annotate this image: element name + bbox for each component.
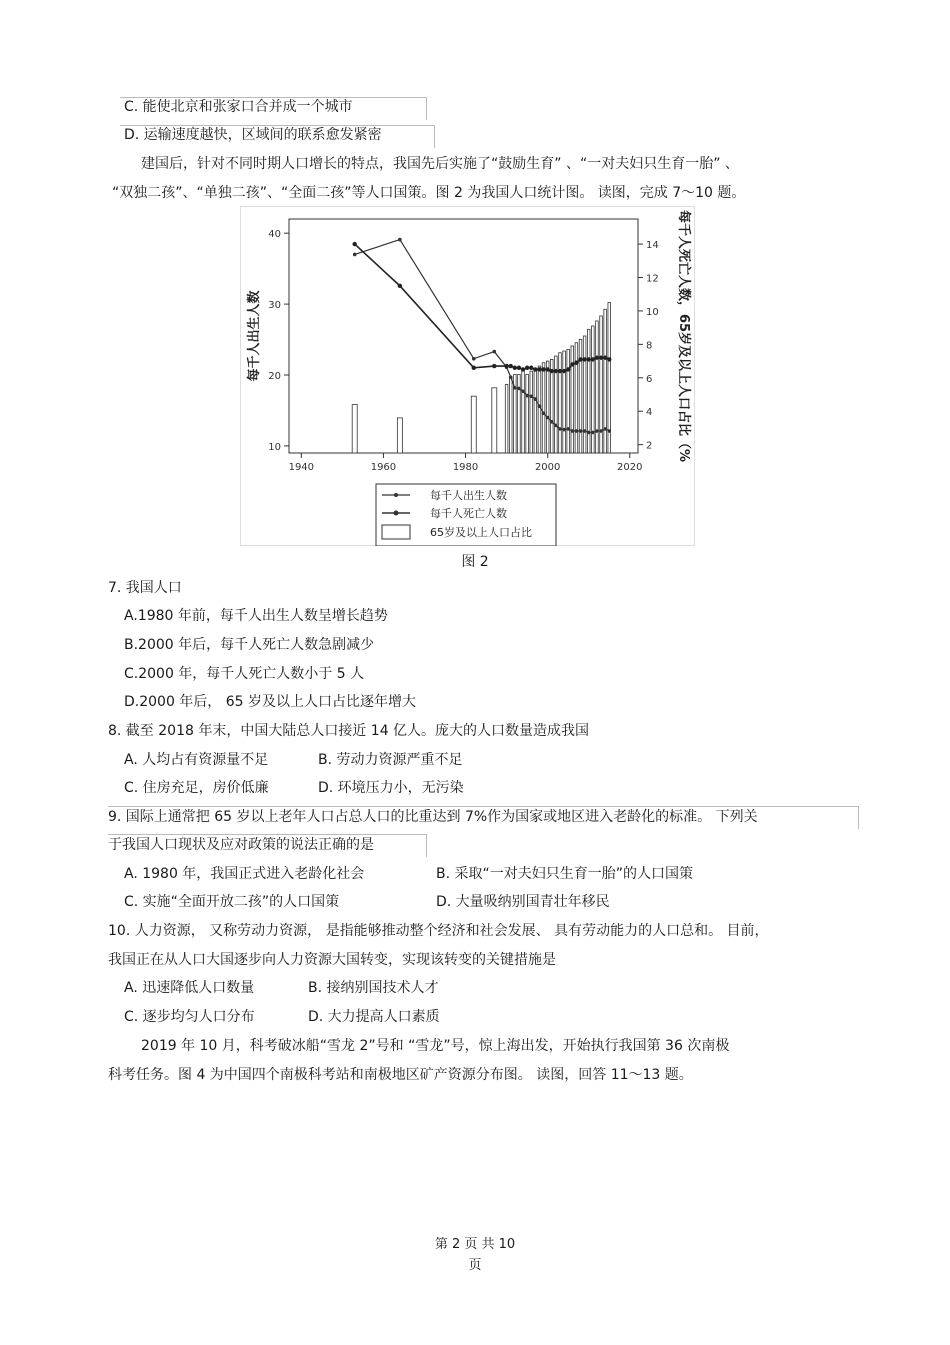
birth-rate-point: [583, 429, 587, 433]
y2-tick-label: 6: [646, 373, 653, 385]
aged-share-bar: [518, 374, 521, 453]
y2-axis-label: 每千人死亡人数，65岁及以上人口占比（%: [676, 209, 691, 463]
birth-rate-point: [558, 427, 562, 431]
death-rate-point: [599, 356, 603, 360]
birth-rate-point: [603, 427, 607, 431]
q9-option-a: A. 1980 年，我国正式进入老龄化社会: [124, 866, 365, 882]
birth-rate-point: [542, 411, 546, 415]
option-c-prev: C. 能使北京和张家口合并成一个城市: [124, 99, 353, 115]
aged-share-bar: [538, 366, 541, 453]
birth-rate-point: [579, 429, 583, 433]
q10-stem-line2: 我国正在从人口大国逐步向人力资源大国转变，实现该转变的关键措施是: [108, 952, 556, 968]
chart-svg: [240, 206, 695, 546]
legend-aged-label: 65岁及以上人口占比: [430, 526, 532, 539]
death-rate-point: [537, 367, 541, 371]
q9-option-c: C. 实施“全面开放二孩”的人口国策: [124, 894, 340, 910]
q10-option-a: A. 迅速降低人口数量: [124, 980, 255, 996]
q7-option-c: C.2000 年，每千人死亡人数小于 5 人: [124, 666, 365, 682]
legend-birth-marker: [394, 493, 398, 497]
x-tick-label: 2020: [617, 462, 643, 473]
death-rate-point: [554, 369, 558, 373]
birth-rate-point: [529, 394, 533, 398]
aged-share-bar: [559, 353, 562, 453]
death-rate-point: [582, 357, 586, 361]
q9-stem-line1: 9. 国际上通常把 65 岁以上老年人口占总人口的比重达到 7%作为国家或地区进入老龄化的标准。 下列关: [108, 809, 758, 825]
q8-option-c: C. 住房充足，房价低廉: [124, 780, 269, 796]
death-rate-point: [525, 366, 529, 370]
q10-option-d: D. 大力提高人口素质: [308, 1009, 440, 1025]
aged-share-bar: [550, 359, 553, 453]
death-rate-point: [595, 356, 599, 360]
next-intro-line1: 2019 年 10 月，科考破冰船“雪龙 2”号和 “雪龙”号，惊上海出发，开始执行我国第 36 次南极: [141, 1038, 730, 1054]
birth-rate-point: [575, 429, 579, 433]
y2-tick-label: 12: [646, 273, 659, 285]
y-tick-label: 30: [268, 300, 281, 312]
death-rate-point: [352, 242, 356, 246]
q8-option-a: A. 人均占有资源量不足: [124, 752, 269, 768]
aged-share-bar: [575, 343, 578, 453]
aged-share-bar: [596, 321, 599, 453]
y2-tick-label: 2: [646, 440, 653, 452]
death-rate-point: [562, 369, 566, 373]
legend-birth-label: 每千人出生人数: [430, 489, 507, 502]
death-rate-point: [570, 362, 574, 366]
aged-share-bar: [509, 378, 512, 453]
death-rate-point: [533, 367, 537, 371]
aged-share-bar: [471, 396, 476, 453]
death-rate-point: [472, 366, 476, 370]
figure-caption: 图 2: [461, 554, 489, 570]
y2-tick-label: 10: [646, 306, 659, 318]
death-rate-point: [517, 366, 521, 370]
death-rate-point: [607, 357, 611, 361]
q7-option-d: D.2000 年后， 65 岁及以上人口占比逐年增大: [124, 694, 417, 710]
birth-rate-point: [591, 431, 595, 435]
q8-option-b: B. 劳动力资源严重不足: [318, 752, 463, 768]
q8-option-d: D. 环境压力小，无污染: [318, 780, 464, 796]
death-rate-point: [558, 369, 562, 373]
aged-share-bar: [583, 336, 586, 453]
death-rate-point: [566, 367, 570, 371]
birth-rate-point: [517, 387, 521, 391]
aged-share-bar: [530, 371, 533, 453]
birth-rate-point: [353, 253, 357, 257]
page-footer-line1: 第 2 页 共 10: [434, 1237, 516, 1252]
x-tick-label: 2000: [534, 462, 561, 473]
death-rate-point: [509, 364, 513, 368]
legend-aged-swatch: [382, 525, 410, 539]
aged-share-bar: [505, 384, 508, 453]
q10-stem-line1: 10. 人力资源， 又称劳动力资源， 是指能够推动整个经济和社会发展、 具有劳动能力的人口总和。 目前，: [108, 923, 769, 939]
aged-share-bar: [526, 374, 529, 453]
next-intro-line2: 科考任务。图 4 为中国四个南极科考站和南极地区矿产资源分布图。 读图，回答 11～13 题。: [108, 1067, 693, 1083]
death-rate-point: [574, 361, 578, 365]
aged-share-bar: [522, 371, 525, 453]
y2-tick-label: 8: [646, 340, 653, 352]
aged-share-bar: [571, 346, 574, 453]
intro-paragraph-line2: “双独二孩”、“单独二孩”、“全面二孩”等人口国策。图 2 为我国人口统计图。 读图，完成 7～10 题。: [112, 185, 746, 201]
aged-share-bar: [546, 361, 549, 453]
birth-rate-point: [554, 424, 558, 428]
q7-stem: 7. 我国人口: [108, 580, 182, 596]
birth-rate-point: [571, 429, 575, 433]
death-rate-point: [513, 366, 517, 370]
death-rate-point: [550, 369, 554, 373]
birth-rate-point: [513, 386, 517, 390]
birth-rate-point: [538, 404, 542, 408]
y-tick-label: 10: [268, 441, 281, 453]
birth-rate-point: [562, 428, 566, 432]
y-tick-label: 40: [268, 229, 281, 241]
q7-option-b: B.2000 年后，每千人死亡人数急剧减少: [124, 637, 375, 653]
q10-option-b: B. 接纳别国技术人才: [308, 980, 439, 996]
birth-rate-point: [472, 357, 476, 361]
y2-tick-label: 14: [646, 240, 659, 252]
death-rate-point: [521, 367, 525, 371]
birth-rate-point: [534, 397, 538, 401]
q7-option-a: A.1980 年前，每千人出生人数呈增长趋势: [124, 608, 388, 624]
aged-share-bar: [352, 405, 357, 453]
birth-rate-point: [509, 375, 513, 379]
aged-share-bar: [563, 351, 566, 453]
legend-death-marker: [394, 511, 399, 516]
death-rate-point: [578, 357, 582, 361]
birth-rate-point: [525, 394, 529, 398]
death-rate-point: [398, 284, 402, 288]
birth-rate-point: [550, 420, 554, 424]
birth-rate-point: [492, 350, 496, 354]
aged-share-bar: [604, 309, 607, 453]
birth-rate-point: [398, 238, 402, 242]
death-rate-point: [587, 357, 591, 361]
q9-stem-line2: 于我国人口现状及应对政策的说法正确的是: [108, 837, 374, 853]
option-d-prev: D. 运输速度越快，区域间的联系愈发紧密: [124, 127, 382, 143]
y-tick-label: 20: [268, 371, 281, 382]
x-tick-label: 1940: [288, 462, 315, 473]
x-tick-label: 1980: [452, 462, 479, 473]
death-rate-point: [603, 356, 607, 360]
q9-option-d: D. 大量吸纳别国青壮年移民: [436, 894, 610, 910]
q9-option-b: B. 采取“一对夫妇只生育一胎”的人口国策: [436, 866, 694, 882]
birth-rate-point: [607, 429, 611, 433]
death-rate-point: [492, 364, 496, 368]
aged-share-bar: [534, 369, 537, 453]
aged-share-bar: [542, 363, 545, 453]
aged-share-bar: [567, 349, 570, 453]
q10-option-c: C. 逐步均匀人口分布: [124, 1009, 255, 1025]
death-rate-point: [504, 364, 508, 368]
aged-share-bar: [587, 329, 590, 453]
aged-share-bar: [397, 418, 402, 453]
death-rate-point: [529, 366, 533, 370]
y-axis-label: 每千人出生人数: [247, 290, 262, 382]
q8-stem: 8. 截至 2018 年末，中国大陆总人口接近 14 亿人。庞大的人口数量造成我国: [108, 723, 590, 739]
death-rate-point: [591, 357, 595, 361]
aged-share-bar: [492, 388, 497, 453]
legend-death-label: 每千人死亡人数: [430, 507, 507, 520]
x-tick-label: 1960: [370, 462, 397, 473]
population-chart: [240, 206, 695, 546]
birth-rate-point: [595, 429, 599, 433]
birth-rate-point: [566, 427, 570, 431]
intro-paragraph-line1: 建国后，针对不同时期人口增长的特点，我国先后实施了“鼓励生育” 、“一对夫妇只生育一胎” 、: [141, 156, 739, 172]
aged-share-bar: [579, 339, 582, 453]
death-rate-point: [545, 367, 549, 371]
y2-tick-label: 4: [646, 407, 653, 419]
death-rate-point: [541, 367, 545, 371]
birth-rate-point: [587, 431, 591, 435]
birth-rate-point: [599, 429, 603, 433]
birth-rate-point: [521, 390, 525, 394]
birth-rate-point: [546, 416, 550, 420]
page-footer-line2: 页: [468, 1258, 482, 1273]
